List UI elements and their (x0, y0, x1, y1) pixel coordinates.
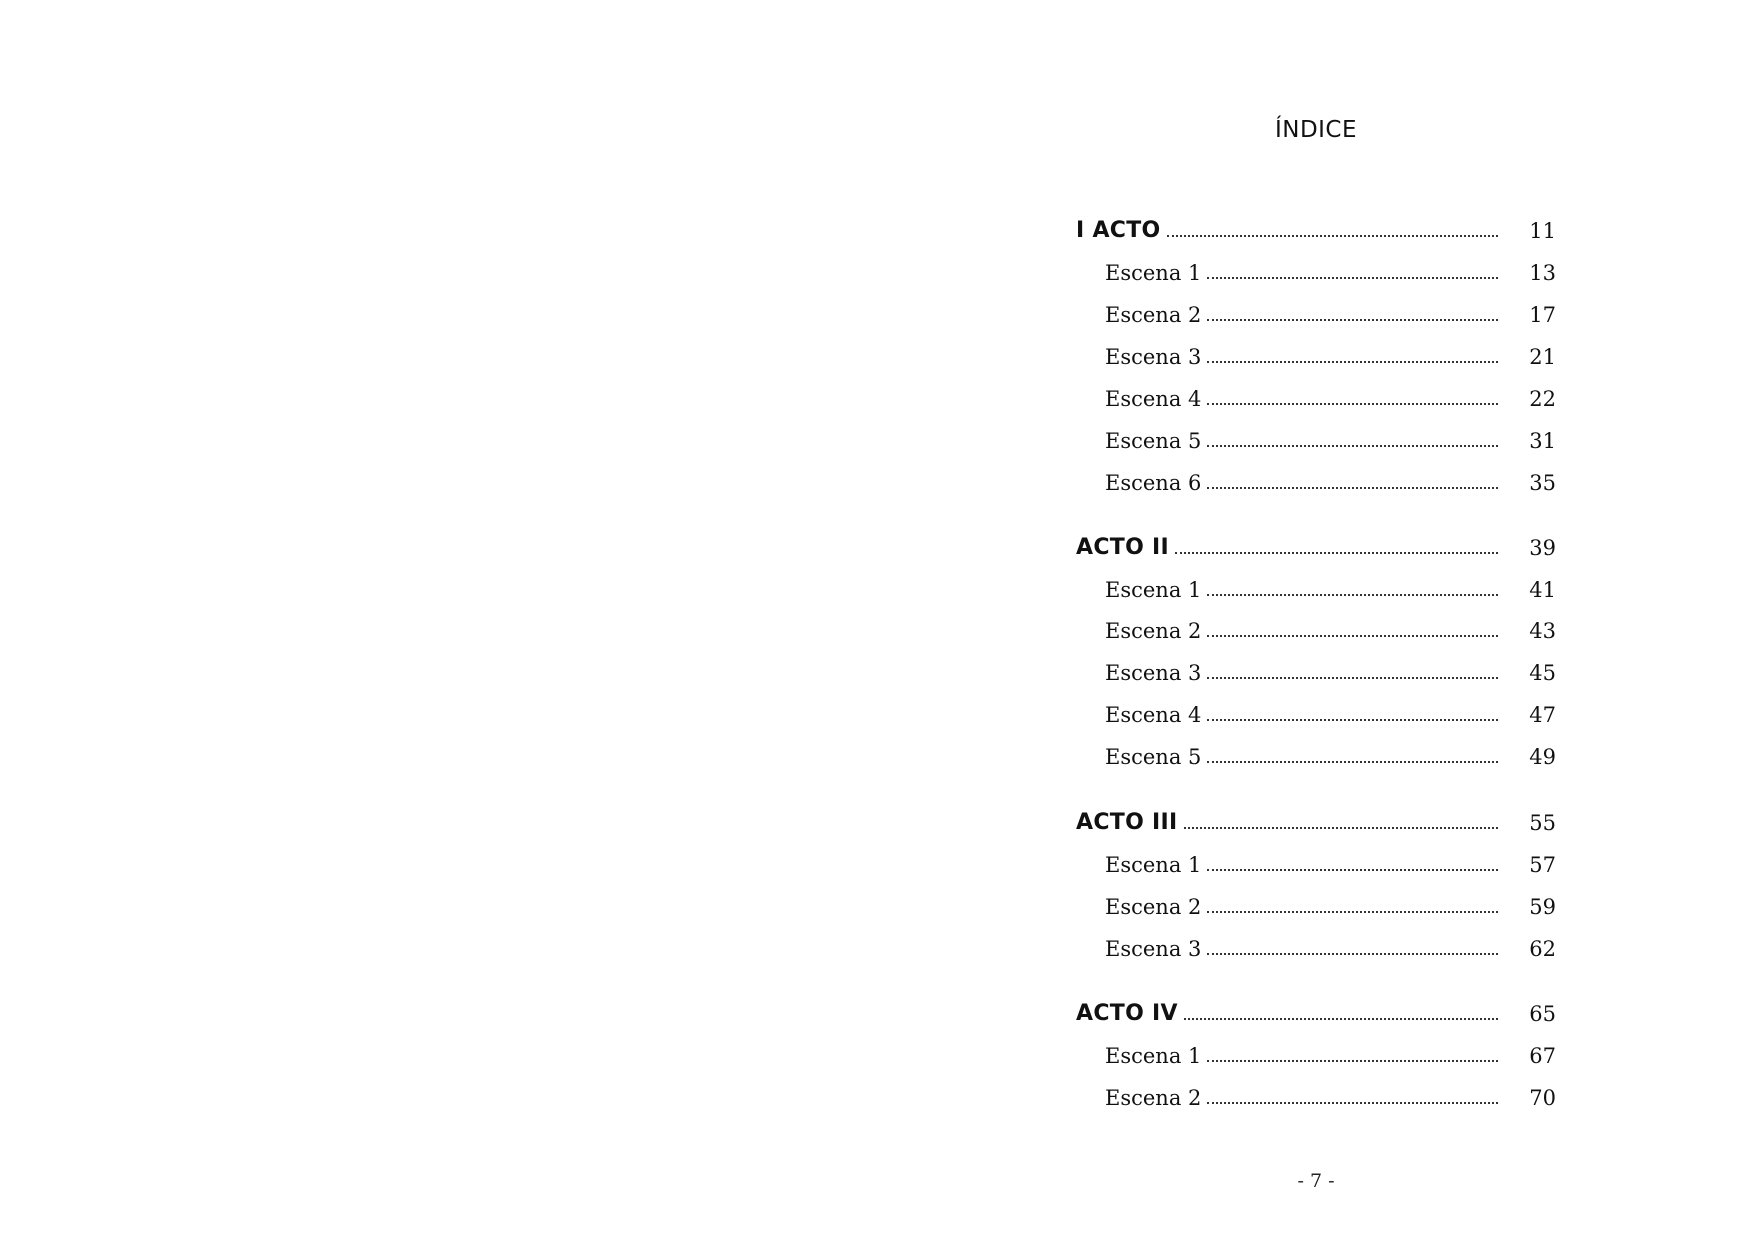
toc-page-number: 47 (1529, 703, 1556, 727)
toc-scene-row[interactable] (1076, 687, 1556, 727)
toc-scene-label: Escena 3 (1105, 661, 1202, 685)
toc-act-row[interactable] (1076, 986, 1556, 1026)
toc-scene-row[interactable] (1076, 562, 1556, 602)
toc-page-number: 39 (1529, 536, 1556, 560)
toc-scene-row[interactable] (1076, 837, 1556, 877)
toc-page-number: 59 (1529, 895, 1556, 919)
toc-scene-row[interactable] (1076, 879, 1556, 919)
toc-page-number: 21 (1529, 345, 1556, 369)
dot-leader (1207, 295, 1498, 321)
toc-page-number: 65 (1529, 1002, 1556, 1026)
toc-act-title: ACTO II (1076, 535, 1170, 560)
toc-scene-row[interactable] (1076, 287, 1556, 327)
toc-page-number: 11 (1529, 219, 1556, 243)
toc-page-number: 57 (1529, 853, 1556, 877)
dot-leader (1207, 463, 1498, 489)
toc-scene-row[interactable] (1076, 1028, 1556, 1068)
toc-page-number: 13 (1529, 261, 1556, 285)
toc-scene-label: Escena 2 (1105, 619, 1202, 643)
dot-leader (1207, 1036, 1498, 1062)
toc-scene-label: Escena 4 (1105, 703, 1202, 727)
dot-leader (1184, 994, 1498, 1020)
toc-scene-label: Escena 2 (1105, 1086, 1202, 1110)
toc-scene-label: Escena 1 (1105, 1044, 1202, 1068)
toc-act-row[interactable] (1076, 520, 1556, 560)
toc-act-row[interactable] (1076, 795, 1556, 835)
toc-scene-label: Escena 2 (1105, 895, 1202, 919)
toc-title: ÍNDICE (1274, 117, 1358, 143)
toc-scene-row[interactable] (1076, 603, 1556, 643)
dot-leader (1207, 1078, 1498, 1104)
toc-scene-label: Escena 1 (1105, 261, 1202, 285)
toc-scene-row[interactable] (1076, 455, 1556, 495)
dot-leader (1207, 653, 1498, 679)
dot-leader (1167, 211, 1498, 237)
toc-page-number: 49 (1529, 745, 1556, 769)
toc-page-number: 31 (1529, 429, 1556, 453)
toc-page-number: 62 (1529, 937, 1556, 961)
toc-scene-label: Escena 5 (1105, 745, 1202, 769)
toc-act-title: ACTO III (1076, 810, 1178, 835)
toc-scene-row[interactable] (1076, 921, 1556, 961)
toc-scene-label: Escena 1 (1105, 853, 1202, 877)
dot-leader (1175, 528, 1498, 554)
toc-scene-row[interactable] (1076, 329, 1556, 369)
toc-act-row[interactable] (1076, 203, 1556, 243)
toc-scene-row[interactable] (1076, 1070, 1556, 1110)
toc-scene-row[interactable] (1076, 371, 1556, 411)
toc-page-number: 45 (1529, 661, 1556, 685)
toc-scene-row[interactable] (1076, 729, 1556, 769)
toc-scene-row[interactable] (1076, 645, 1556, 685)
toc-scene-label: Escena 3 (1105, 345, 1202, 369)
right-page (1076, 0, 1556, 1240)
toc-act-title: I ACTO (1076, 218, 1161, 243)
toc-scene-label: Escena 5 (1105, 429, 1202, 453)
toc-scene-row[interactable] (1076, 413, 1556, 453)
dot-leader (1207, 337, 1498, 363)
toc-scene-row[interactable] (1076, 245, 1556, 285)
dot-leader (1207, 611, 1498, 637)
dot-leader (1207, 845, 1498, 871)
dot-leader (1207, 695, 1498, 721)
toc-page-number: 70 (1529, 1086, 1556, 1110)
dot-leader (1184, 803, 1499, 829)
toc-scene-label: Escena 3 (1105, 937, 1202, 961)
dot-leader (1207, 929, 1498, 955)
toc-scene-label: Escena 2 (1105, 303, 1202, 327)
toc-page-number: 41 (1529, 578, 1556, 602)
dot-leader (1207, 253, 1498, 279)
page-number-footer: - 7 - (1297, 1170, 1335, 1192)
toc-page-number: 22 (1529, 387, 1556, 411)
toc-scene-label: Escena 1 (1105, 578, 1202, 602)
toc-scene-label: Escena 6 (1105, 471, 1202, 495)
toc-page-number: 35 (1529, 471, 1556, 495)
dot-leader (1207, 737, 1498, 763)
dot-leader (1207, 570, 1498, 596)
toc-page-number: 43 (1529, 619, 1556, 643)
toc-page-number: 17 (1529, 303, 1556, 327)
dot-leader (1207, 887, 1498, 913)
toc-act-title: ACTO IV (1076, 1001, 1178, 1026)
dot-leader (1207, 379, 1498, 405)
toc-page-number: 67 (1529, 1044, 1556, 1068)
toc-page-number: 55 (1529, 811, 1556, 835)
dot-leader (1207, 421, 1498, 447)
toc-scene-label: Escena 4 (1105, 387, 1202, 411)
